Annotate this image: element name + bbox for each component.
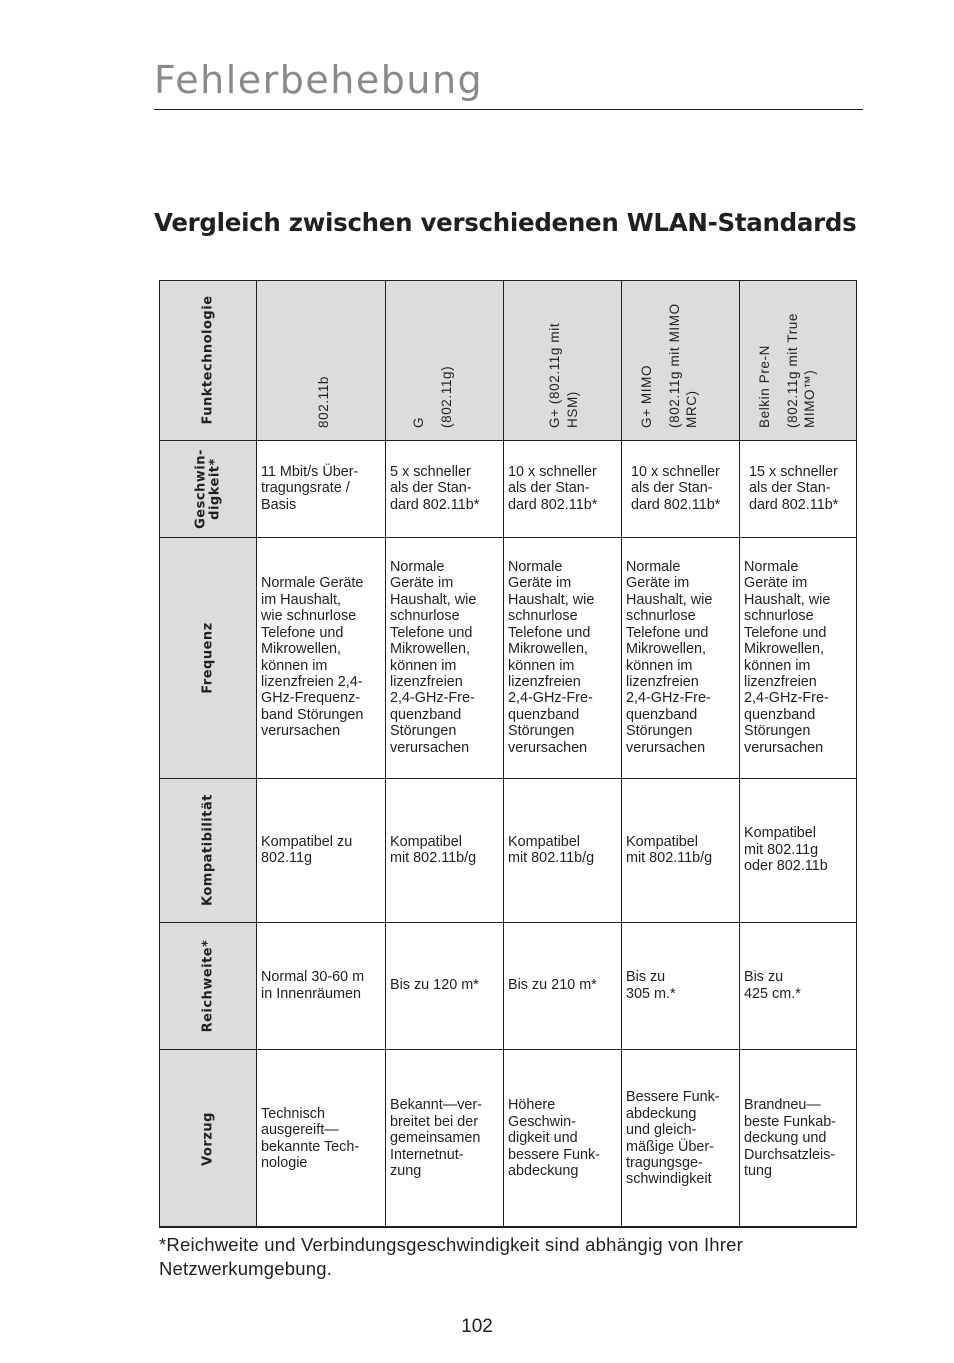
row-label-speed: Geschwin- digkeit* — [159, 440, 256, 537]
compatibility-cell: Kompatibel mit 802.11b/g — [508, 833, 595, 866]
range-cell: Bis zu 210 m* — [508, 977, 597, 994]
range-cell: Bis zu 120 m* — [390, 977, 479, 994]
tech-cell — [256, 280, 385, 440]
page-number: 102 — [461, 1316, 493, 1337]
page-title: Fehlerbehebung — [154, 58, 484, 102]
row-label-advantage: Vorzug — [159, 1049, 256, 1228]
tech-cell — [739, 280, 857, 440]
range-cell: Normal 30-60 m in Innenräumen — [261, 969, 365, 1002]
advantage-cell: Höhere Geschwin- digkeit und bessere Funk- abdeckung — [508, 1097, 600, 1180]
footnote: *Reichweite und Verbindungsgeschwindigkeit sind abhängig von Ihrer Netzwerkumgebung. — [159, 1234, 743, 1279]
advantage-cell: Bessere Funk- abdeckung und gleich- mäßige Über- tragungsge- schwindigkeit — [626, 1089, 720, 1188]
tech-cell — [385, 280, 503, 440]
frequency-cell: Normale Geräte im Haushalt, wie schnurlose Telefone und Mikrowellen, können im lizenzfreien 2,4-GHz-Fre- quenzband Störungen verursachen — [744, 559, 831, 756]
advantage-cell: Technisch ausgereift— bekannte Tech- nologie — [261, 1105, 360, 1171]
title-divider — [154, 109, 863, 110]
row-label-frequency: Frequenz — [159, 537, 256, 778]
speed-cell: 11 Mbit/s Über- tragungsrate / Basis — [261, 464, 359, 513]
compatibility-cell: Kompatibel mit 802.11g oder 802.11b — [744, 825, 828, 875]
frequency-cell: Normale Geräte im Haushalt, wie schnurlose Telefone und Mikrowellen, können im lizenzfreien 2,4-GHz-Fre- quenzband Störungen verursachen — [508, 559, 595, 756]
tech-cell — [621, 280, 739, 440]
compatibility-cell: Kompatibel zu 802.11g — [261, 833, 353, 866]
row-label-compatibility: Kompatibilität — [159, 778, 256, 922]
range-cell: Bis zu 425 cm.* — [744, 969, 801, 1002]
row-label-technology: Funktechnologie — [159, 280, 256, 440]
section-heading: Vergleich zwischen verschiedenen WLAN-Standards — [154, 208, 857, 237]
comparison-table — [159, 280, 857, 1228]
speed-cell: 5 x schneller als der Stan- dard 802.11b* — [390, 464, 480, 513]
speed-cell: 15 x schneller als der Stan- dard 802.11b* — [749, 464, 839, 513]
range-cell: Bis zu 305 m.* — [626, 969, 676, 1002]
tech-cell — [503, 280, 621, 440]
frequency-cell: Normale Geräte im Haushalt, wie schnurlose Telefone und Mikrowellen, können im lizenzfreien 2,4-GHz-Fre- quenzband Störungen verursachen — [390, 559, 477, 756]
frequency-cell: Normale Geräte im Haushalt, wie schnurlose Telefone und Mikrowellen, können im lizenzfreien 2,4- GHz-Frequenz- band Störungen verursachen — [261, 575, 364, 740]
speed-cell: 10 x schneller als der Stan- dard 802.11b* — [508, 464, 598, 513]
compatibility-cell: Kompatibel mit 802.11b/g — [390, 833, 477, 866]
frequency-cell: Normale Geräte im Haushalt, wie schnurlose Telefone und Mikrowellen, können im lizenzfreien 2,4-GHz-Fre- quenzband Störungen verursachen — [626, 559, 713, 756]
compatibility-cell: Kompatibel mit 802.11b/g — [626, 833, 713, 866]
speed-cell: 10 x schneller als der Stan- dard 802.11b* — [631, 464, 721, 513]
advantage-cell: Bekannt—ver- breitet bei der gemeinsamen Internetnut- zung — [390, 1097, 482, 1180]
advantage-cell: Brandneu— beste Funkab- deckung und Durchsatzleis- tung — [744, 1097, 836, 1180]
row-label-range: Reichweite* — [159, 922, 256, 1049]
